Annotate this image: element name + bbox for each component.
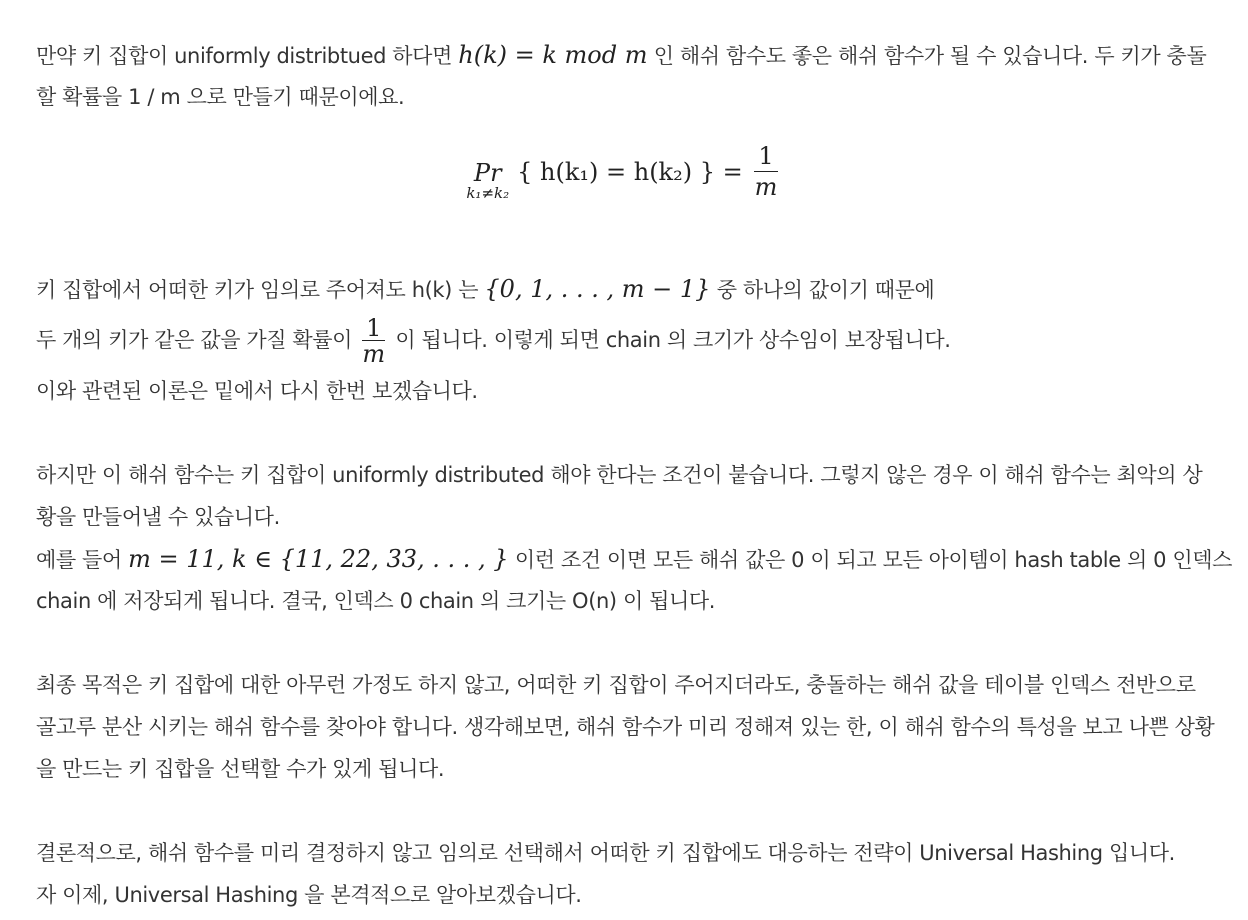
- paragraph-2-line-1: [36, 274, 934, 305]
- probability-equation: [466, 142, 781, 210]
- paragraph-3-line-1: 하지만 이 해쉬 함수는 키 집합이 uniformly distributed 해야 한다는 조건이 붙습니다. 그렇지 않은 경우 이 해쉬 함수는 최악의 상: [36, 463, 1203, 487]
- probability-subscript: k₁≠k₂: [466, 184, 510, 202]
- probability-operator: [466, 159, 509, 201]
- paragraph-4-line-2: 골고루 분산 시키는 해쉬 함수를 찾아야 합니다. 생각해보면, 해쉬 함수가 미리 정해져 있는 한, 이 해쉬 함수의 특성을 보고 나쁜 상황: [36, 715, 1215, 739]
- text-segment: 인 해쉬 함수도 좋은 해쉬 함수가 될 수 있습니다. 두 키가 충돌: [647, 44, 1207, 68]
- fraction-numerator: 1: [754, 142, 777, 172]
- paragraph-3-line-3: [36, 544, 1232, 575]
- fraction-denominator: m: [754, 173, 778, 201]
- fraction-numerator: 1: [362, 316, 385, 341]
- text-segment: 중 하나의 값이기 때문에: [710, 278, 935, 302]
- text-segment: 만약 키 집합이 uniformly distribtued 하다면: [36, 44, 459, 68]
- equation-body: { h(k₁) = h(k₂) } =: [517, 158, 743, 186]
- paragraph-2-line-2: [36, 310, 951, 370]
- paragraph-5-line-2: 자 이제, Universal Hashing 을 본격적으로 알아보겠습니다.: [36, 883, 582, 907]
- text-segment: 키 집합에서 어떠한 키가 임의로 주어져도 h(k) 는: [36, 278, 485, 302]
- paragraph-1-line-1: [36, 40, 1206, 71]
- paragraph-4-line-1: 최종 목적은 키 집합에 대한 아무런 가정도 하지 않고, 어떠한 키 집합이 주어지더라도, 충돌하는 해쉬 값을 테이블 인덱스 전반으로: [36, 673, 1196, 697]
- paragraph-1-line-2: 할 확률을 1 / m 으로 만들기 때문이에요.: [36, 85, 405, 109]
- inline-math-hash-function: h(k) = k mod m: [458, 41, 648, 69]
- fraction: [754, 142, 777, 202]
- inline-math-example: m = 11, k ∈ {11, 22, 33, . . . , }: [128, 545, 509, 573]
- text-segment: 두 개의 키가 같은 값을 가질 확률이: [36, 328, 359, 352]
- text-segment: 이런 조건 이면 모든 해쉬 값은 0 이 되고 모든 아이템이 hash table 의 0 인덱스: [508, 548, 1233, 572]
- paragraph-5-line-1: 결론적으로, 해쉬 함수를 미리 결정하지 않고 임의로 선택해서 어떠한 키 집합에도 대응하는 전략이 Universal Hashing 입니다.: [36, 841, 1175, 865]
- display-equation: [36, 142, 1212, 230]
- paragraph-3-line-4: chain 에 저장되게 됩니다. 결국, 인덱스 0 chain 의 크기는 O(n) 이 됩니다.: [36, 589, 716, 613]
- paragraph-3-line-2: 황을 만들어낼 수 있습니다.: [36, 505, 280, 529]
- probability-symbol: Pr: [473, 159, 502, 187]
- inline-math-range: {0, 1, . . . , m − 1}: [484, 275, 711, 303]
- text-segment: 예를 들어: [36, 548, 129, 572]
- text-segment: 이 됩니다. 이렇게 되면 chain 의 크기가 상수임이 보장됩니다.: [389, 328, 951, 352]
- paragraph-4-line-3: 을 만드는 키 집합을 선택할 수가 있게 됩니다.: [36, 757, 445, 781]
- paragraph-2-line-3: 이와 관련된 이론은 밑에서 다시 한번 보겠습니다.: [36, 379, 478, 403]
- fraction-denominator: m: [362, 339, 386, 368]
- inline-fraction: [362, 313, 386, 368]
